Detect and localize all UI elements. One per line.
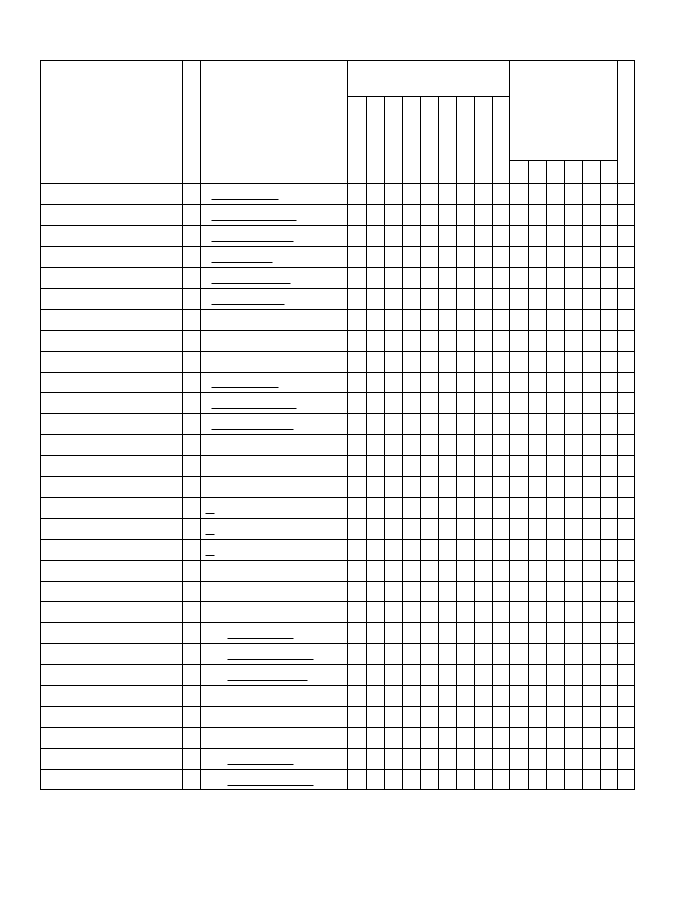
table-body <box>41 205 635 770</box>
table-outer-border <box>41 61 635 790</box>
table-header <box>41 61 635 790</box>
fill-in-blanks <box>206 200 314 786</box>
